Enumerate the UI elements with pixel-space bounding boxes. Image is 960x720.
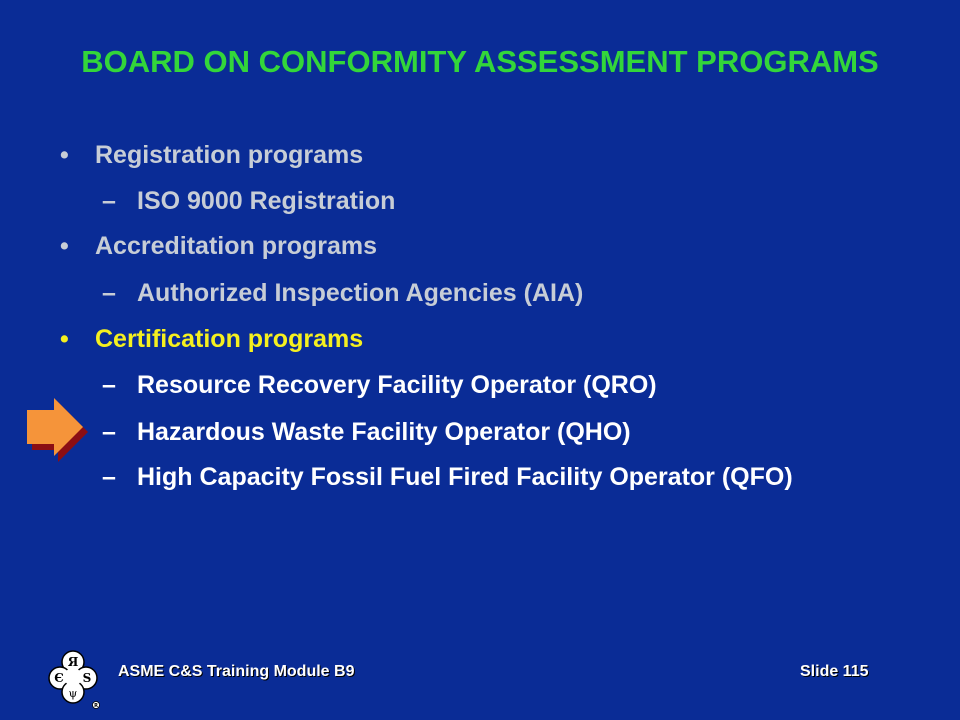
bullet-marker: •: [60, 325, 69, 353]
bullet-marker: •: [60, 232, 69, 260]
svg-text:S: S: [82, 671, 92, 685]
list-item-text: Registration programs: [95, 141, 364, 169]
list-item-text: Resource Recovery Facility Operator (QRO): [137, 371, 657, 399]
list-item-text: ISO 9000 Registration: [137, 187, 396, 215]
asme-cs-logo-icon: [44, 648, 102, 710]
slide-number: Slide 115: [800, 663, 869, 680]
list-item-text: High Capacity Fossil Fuel Fired Facility Operator (QFO): [137, 463, 793, 491]
dash-marker: –: [102, 279, 116, 307]
footer-module-label: ASME C&S Training Module B9: [118, 663, 355, 680]
svg-text:Я: Я: [67, 655, 79, 669]
svg-text:R: R: [94, 703, 98, 709]
list-item-text: Hazardous Waste Facility Operator (QHO): [137, 418, 631, 446]
svg-text:Є: Є: [54, 671, 64, 685]
dash-marker: –: [102, 463, 116, 491]
list-item-text: Authorized Inspection Agencies (AIA): [137, 279, 584, 307]
dash-marker: –: [102, 371, 116, 399]
dash-marker: –: [102, 187, 116, 215]
arrow-right-icon: [26, 398, 92, 464]
svg-text:ψ: ψ: [68, 687, 78, 700]
list-item-text: Accreditation programs: [95, 232, 378, 260]
dash-marker: –: [102, 418, 116, 446]
slide-title: BOARD ON CONFORMITY ASSESSMENT PROGRAMS: [81, 44, 879, 79]
bullet-marker: •: [60, 141, 69, 169]
list-item-text: Certification programs: [95, 325, 364, 353]
